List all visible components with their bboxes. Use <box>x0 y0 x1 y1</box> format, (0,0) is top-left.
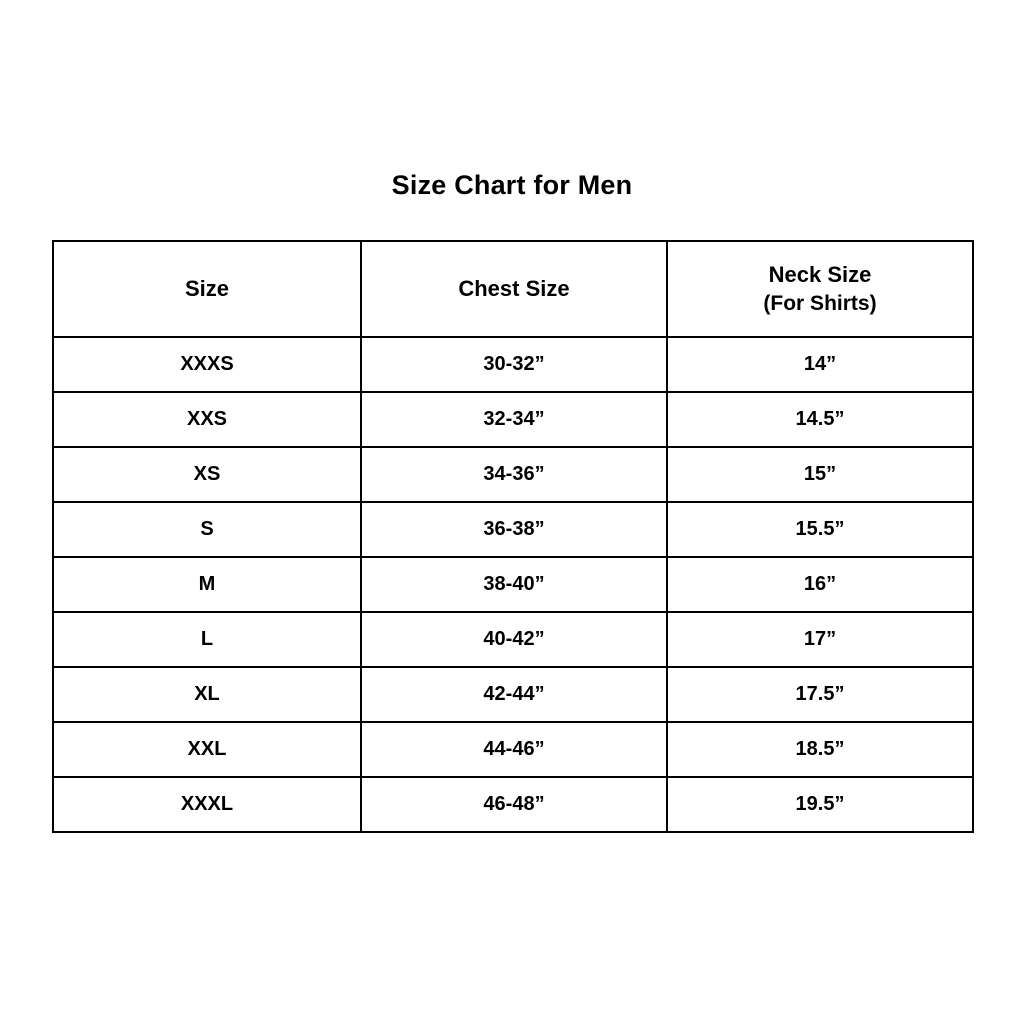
cell-neck: 14.5” <box>667 392 973 447</box>
cell-chest: 42-44” <box>361 667 667 722</box>
cell-size: XXS <box>53 392 361 447</box>
cell-chest: 44-46” <box>361 722 667 777</box>
table-header-row <box>53 241 973 337</box>
table-row <box>53 612 973 667</box>
column-header-size-label: Size <box>184 276 230 302</box>
table-row <box>53 667 973 722</box>
column-header-size <box>53 241 361 337</box>
table-row <box>53 447 973 502</box>
column-header-neck-size-sublabel: (For Shirts) <box>763 291 877 315</box>
size-chart-table <box>52 240 974 833</box>
cell-chest: 40-42” <box>361 612 667 667</box>
page-title: Size Chart for Men <box>391 170 633 200</box>
cell-size: M <box>53 557 361 612</box>
cell-size: L <box>53 612 361 667</box>
cell-neck: 18.5” <box>667 722 973 777</box>
table-row <box>53 502 973 557</box>
cell-neck: 19.5” <box>667 777 973 832</box>
cell-neck: 15” <box>667 447 973 502</box>
table-row <box>53 392 973 447</box>
cell-size: XXXL <box>53 777 361 832</box>
cell-neck: 14” <box>667 337 973 392</box>
cell-neck: 17” <box>667 612 973 667</box>
size-chart-table-wrapper <box>52 240 972 833</box>
cell-chest: 34-36” <box>361 447 667 502</box>
cell-neck: 16” <box>667 557 973 612</box>
cell-neck: 15.5” <box>667 502 973 557</box>
cell-size: XL <box>53 667 361 722</box>
column-header-chest-size-label: Chest Size <box>458 276 570 302</box>
cell-size: XXL <box>53 722 361 777</box>
column-header-chest-size <box>361 241 667 337</box>
cell-size: S <box>53 502 361 557</box>
column-header-neck-size-label: Neck Size <box>768 261 872 287</box>
cell-chest: 38-40” <box>361 557 667 612</box>
cell-chest: 46-48” <box>361 777 667 832</box>
cell-size: XS <box>53 447 361 502</box>
cell-chest: 30-32” <box>361 337 667 392</box>
cell-size: XXXS <box>53 337 361 392</box>
table-row <box>53 777 973 832</box>
table-row <box>53 557 973 612</box>
table-row <box>53 722 973 777</box>
table-body <box>53 337 973 832</box>
cell-chest: 32-34” <box>361 392 667 447</box>
cell-chest: 36-38” <box>361 502 667 557</box>
table-row <box>53 337 973 392</box>
table-header <box>53 241 973 337</box>
column-header-neck-size <box>667 241 973 337</box>
cell-neck: 17.5” <box>667 667 973 722</box>
